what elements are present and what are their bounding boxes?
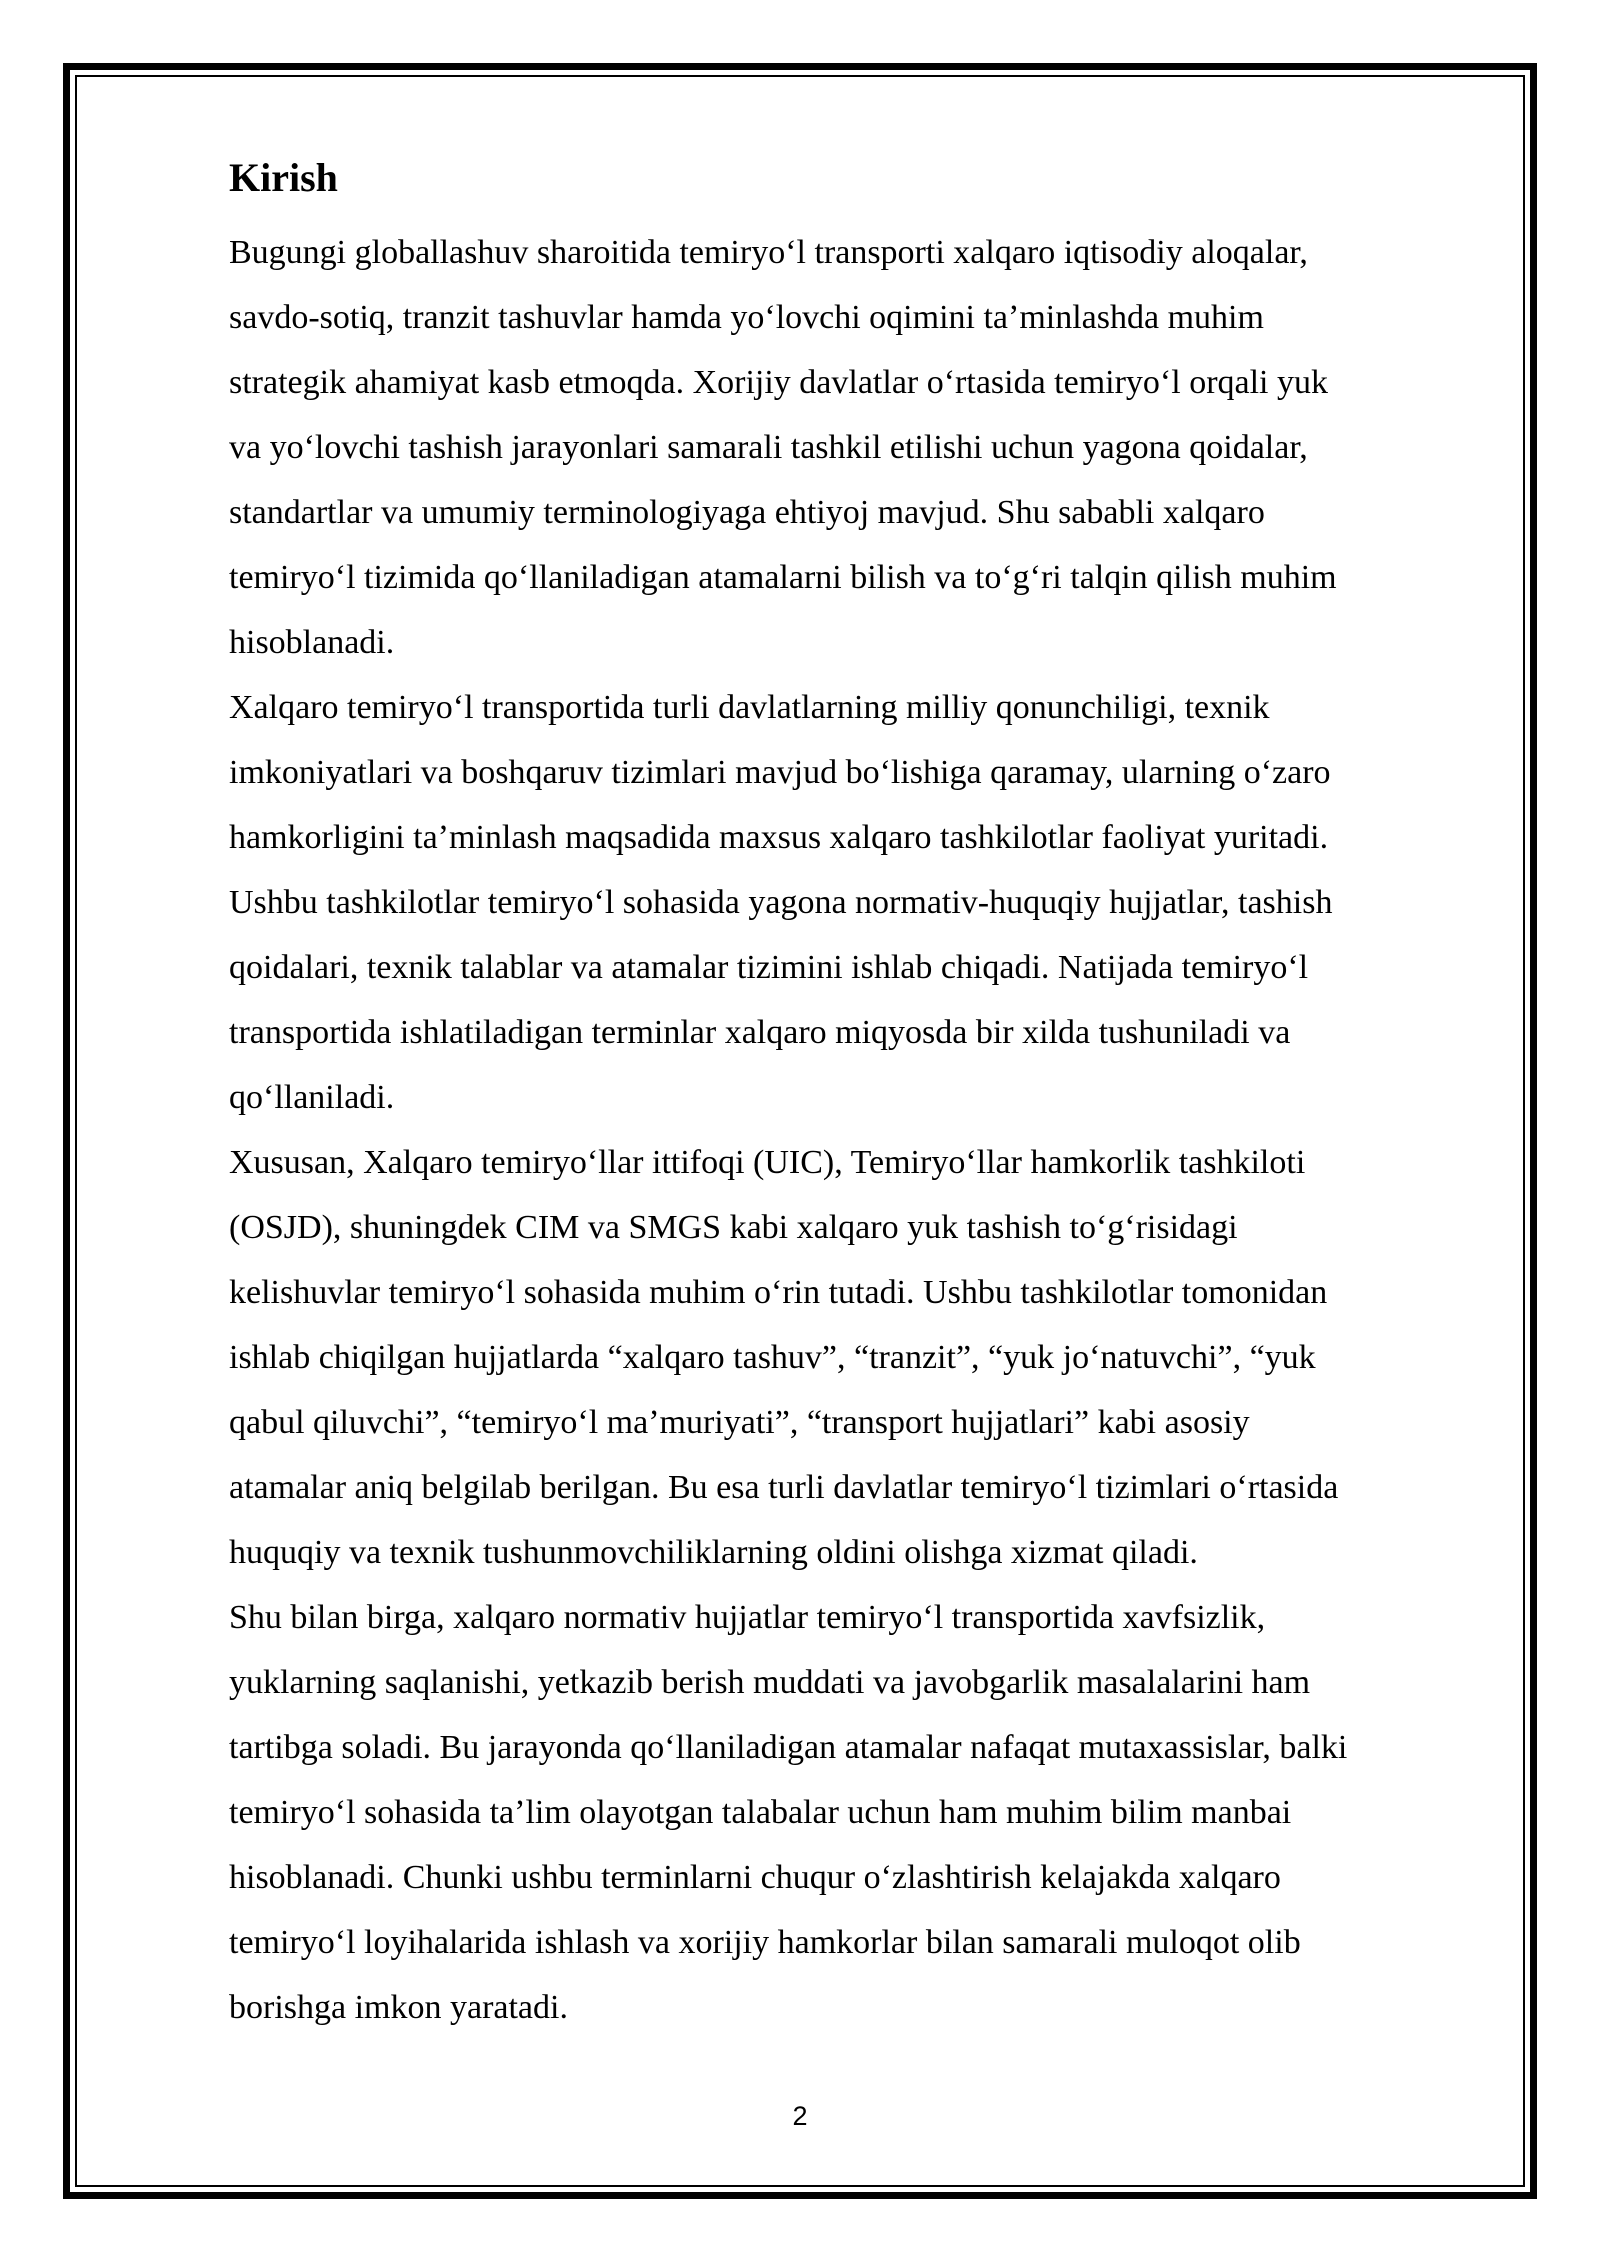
- text-line: tartibga soladi. Bu jarayonda qoʻllaniladigan atamalar nafaqat mutaxassislar, balki: [229, 1729, 1348, 1766]
- text-line: kelishuvlar temiryoʻl sohasida muhim oʻrin tutadi. Ushbu tashkilotlar tomonidan: [229, 1274, 1328, 1311]
- text-line: savdo-sotiq, tranzit tashuvlar hamda yoʻlovchi oqimini taʼminlashda muhim: [229, 299, 1264, 336]
- text-line: temiryoʻl sohasida taʼlim olayotgan talabalar uchun ham muhim bilim manbai: [229, 1794, 1292, 1831]
- text-line: hisoblanadi.: [229, 624, 395, 661]
- text-line: transportida ishlatiladigan terminlar xalqaro miqyosda bir xilda tushuniladi va: [229, 1014, 1291, 1051]
- text-line: borishga imkon yaratadi.: [229, 1989, 568, 2026]
- paragraph-3: [229, 1130, 1481, 1585]
- text-line: standartlar va umumiy terminologiyaga ehtiyoj mavjud. Shu sababli xalqaro: [229, 494, 1265, 531]
- text-line: Xalqaro temiryoʻl transportida turli davlatlarning milliy qonunchiligi, texnik: [229, 689, 1270, 726]
- paragraph-1: [229, 220, 1481, 675]
- paragraph-2: [229, 675, 1481, 1130]
- text-line: temiryoʻl loyihalarida ishlash va xorijiy hamkorlar bilan samarali muloqot olib: [229, 1924, 1301, 1961]
- paragraph-4: [229, 1585, 1481, 2040]
- text-line: Ushbu tashkilotlar temiryoʻl sohasida yagona normativ-huquqiy hujjatlar, tashish: [229, 884, 1333, 921]
- page-content: [229, 146, 1481, 2040]
- text-line: qoʻllaniladi.: [229, 1079, 395, 1116]
- text-line: temiryoʻl tizimida qoʻllaniladigan atamalarni bilish va toʻgʻri talqin qilish muhim: [229, 559, 1337, 596]
- text-line: strategik ahamiyat kasb etmoqda. Xorijiy davlatlar oʻrtasida temiryoʻl orqali yuk: [229, 364, 1329, 401]
- text-line: qoidalari, texnik talablar va atamalar tizimini ishlab chiqadi. Natijada temiryoʻl: [229, 949, 1309, 986]
- text-line: (OSJD), shuningdek CIM va SMGS kabi xalqaro yuk tashish toʻgʻrisidagi: [229, 1209, 1238, 1246]
- text-line: qabul qiluvchi”, “temiryoʻl maʼmuriyati”, “transport hujjatlari” kabi asosiy: [229, 1404, 1250, 1441]
- text-line: ishlab chiqilgan hujjatlarda “xalqaro tashuv”, “tranzit”, “yuk joʻnatuvchi”, “yuk: [229, 1339, 1316, 1376]
- page-number: 2: [792, 2101, 808, 2131]
- text-line: hisoblanadi. Chunki ushbu terminlarni chuqur oʻzlashtirish kelajakda xalqaro: [229, 1859, 1281, 1896]
- text-line: yuklarning saqlanishi, yetkazib berish muddati va javobgarlik masalalarini ham: [229, 1664, 1311, 1701]
- section-heading: Kirish: [229, 155, 338, 200]
- text-line: huquqiy va texnik tushunmovchiliklarning oldini olishga xizmat qiladi.: [229, 1534, 1198, 1571]
- text-line: Xususan, Xalqaro temiryoʻllar ittifoqi (UIC), Temiryoʻllar hamkorlik tashkiloti: [229, 1144, 1306, 1181]
- text-line: hamkorligini taʼminlash maqsadida maxsus xalqaro tashkilotlar faoliyat yuritadi.: [229, 819, 1329, 856]
- text-line: Bugungi globallashuv sharoitida temiryoʻl transporti xalqaro iqtisodiy aloqalar,: [229, 234, 1308, 271]
- text-line: atamalar aniq belgilab berilgan. Bu esa turli davlatlar temiryoʻl tizimlari oʻrtasida: [229, 1469, 1339, 1506]
- text-line: Shu bilan birga, xalqaro normativ hujjatlar temiryoʻl transportida xavfsizlik,: [229, 1599, 1266, 1636]
- text-line: imkoniyatlari va boshqaruv tizimlari mavjud boʻlishiga qaramay, ularning oʻzaro: [229, 754, 1331, 791]
- text-line: va yoʻlovchi tashish jarayonlari samarali tashkil etilishi uchun yagona qoidalar,: [229, 429, 1308, 466]
